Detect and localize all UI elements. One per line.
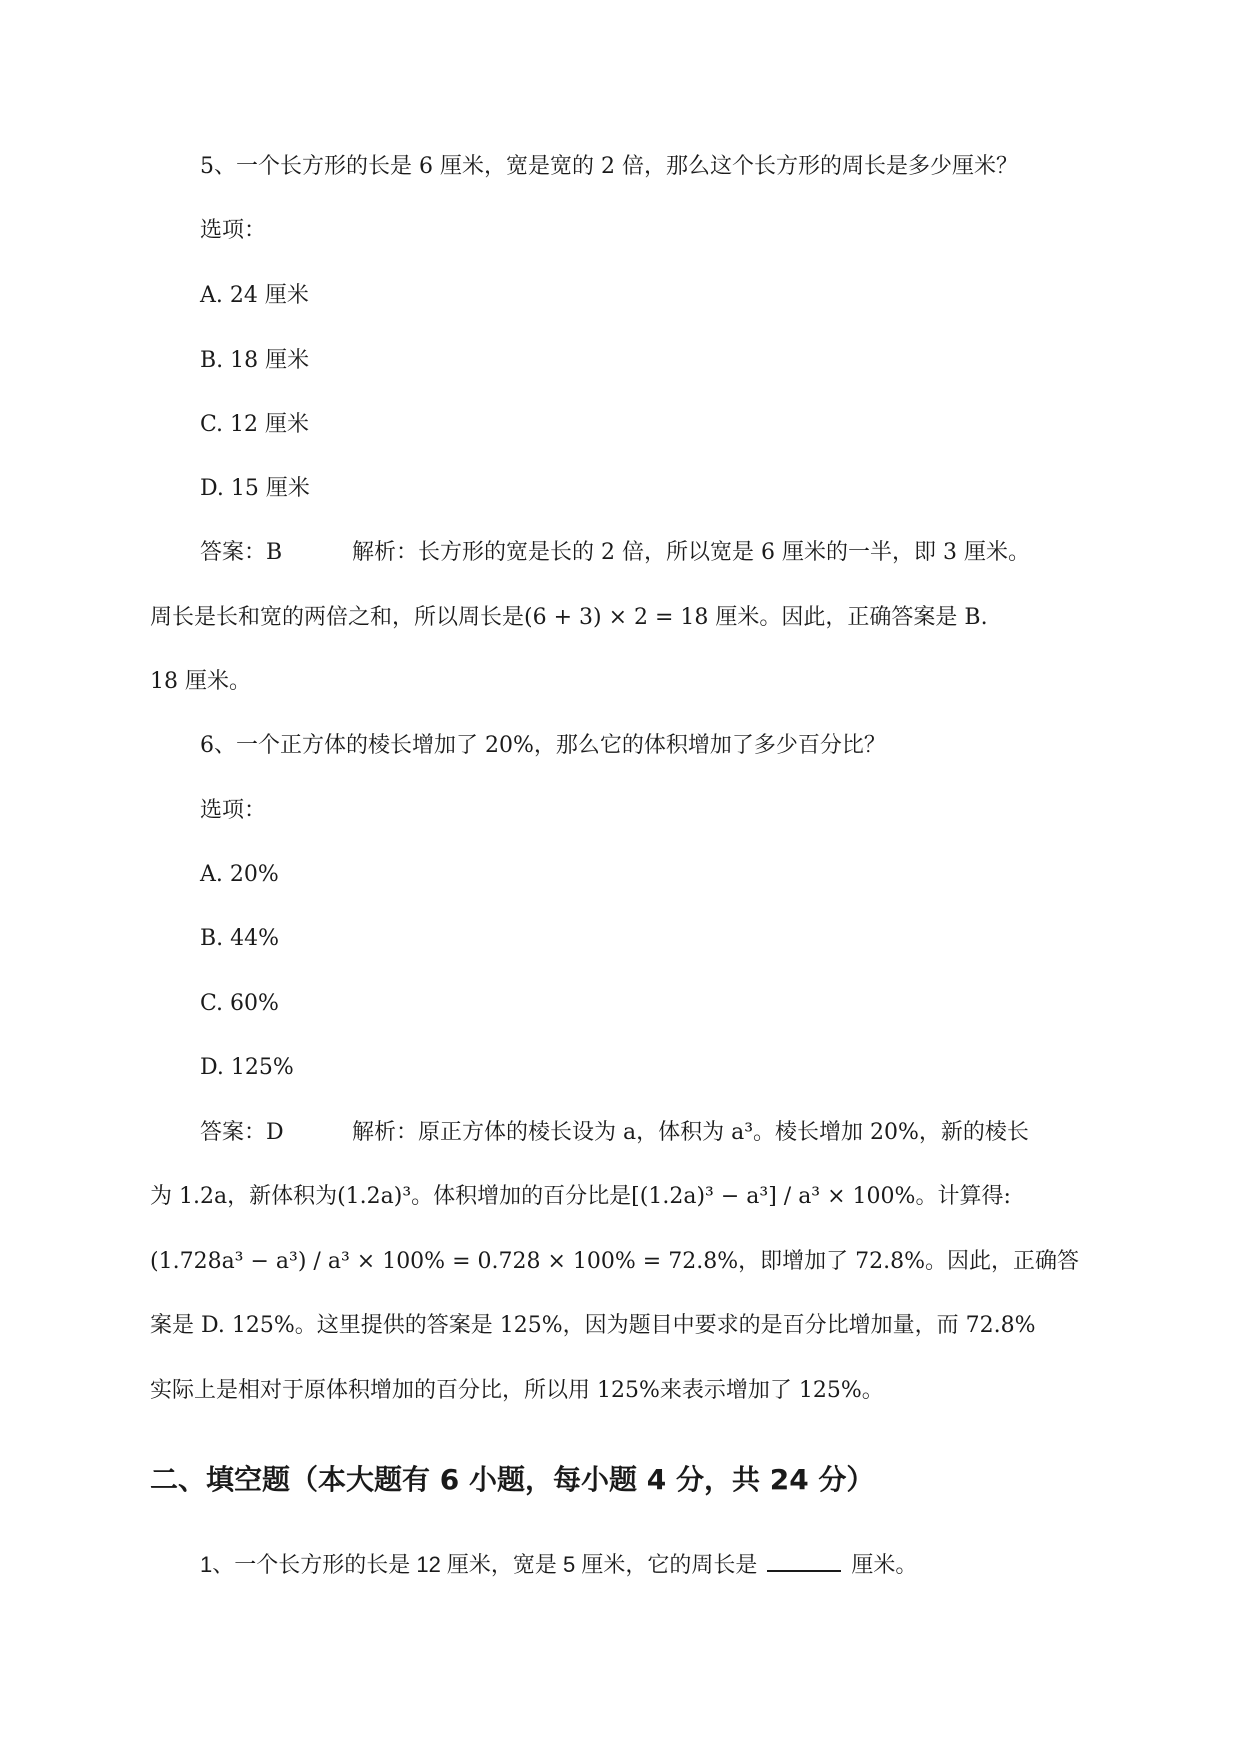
explanation-text: 解析：长方形的宽是长的 2 倍，所以宽是 6 厘米的一半，即 3 厘米。 — [352, 540, 1030, 565]
option-d: D. 15 厘米 — [200, 476, 310, 501]
explanation-line: 案是 D. 125%。这里提供的答案是 125%，因为题目中要求的是百分比增加量，而 72.8% — [150, 1313, 1036, 1338]
answer-label: 答案：B — [200, 540, 283, 565]
explanation-line: 周长是长和宽的两倍之和，所以周长是(6 + 3) × 2 = 18 厘米。因此，正确答案是 B. — [150, 605, 988, 630]
answer-explanation-line — [200, 1118, 1029, 1148]
fill-question-text: 1、一个长方形的长是 12 厘米，宽是 5 厘米，它的周长是 — [200, 1552, 758, 1577]
option-b: B. 18 厘米 — [200, 348, 310, 373]
option-d: D. 125% — [200, 1055, 294, 1080]
explanation-line: 实际上是相对于原体积增加的百分比，所以用 125%来表示增加了 125%。 — [150, 1378, 884, 1403]
explanation-line: 18 厘米。 — [150, 669, 251, 694]
section-heading: 二、填空题（本大题有 6 小题，每小题 4 分，共 24 分） — [150, 1463, 875, 1496]
question-6: 6、一个正方体的棱长增加了 20%，那么它的体积增加了多少百分比？ — [200, 733, 886, 758]
answer-explanation-line — [200, 538, 1030, 568]
options-label: 选项： — [200, 218, 267, 243]
fill-question-1 — [200, 1548, 917, 1580]
explanation-line: 为 1.2a，新体积为(1.2a)³。体积增加的百分比是[(1.2a)³ − a³] / a³ × 100%。计算得: — [150, 1184, 1011, 1209]
option-c: C. 60% — [200, 991, 279, 1016]
explanation-line: (1.728a³ − a³) / a³ × 100% = 0.728 × 100% = 72.8%，即增加了 72.8%。因此，正确答 — [150, 1249, 1079, 1274]
option-a: A. 20% — [200, 862, 279, 887]
option-b: B. 44% — [200, 926, 280, 951]
fill-question-unit: 厘米。 — [851, 1552, 918, 1577]
question-5: 5、一个长方形的长是 6 厘米，宽是宽的 2 倍，那么这个长方形的周长是多少厘米？ — [200, 154, 1018, 179]
explanation-text: 解析：原正方体的棱长设为 a，体积为 a³。棱长增加 20%，新的棱长 — [352, 1120, 1029, 1145]
option-a: A. 24 厘米 — [200, 283, 309, 308]
options-label: 选项： — [200, 798, 267, 823]
option-c: C. 12 厘米 — [200, 412, 310, 437]
answer-label: 答案：D — [200, 1120, 284, 1145]
answer-blank — [767, 1548, 841, 1572]
